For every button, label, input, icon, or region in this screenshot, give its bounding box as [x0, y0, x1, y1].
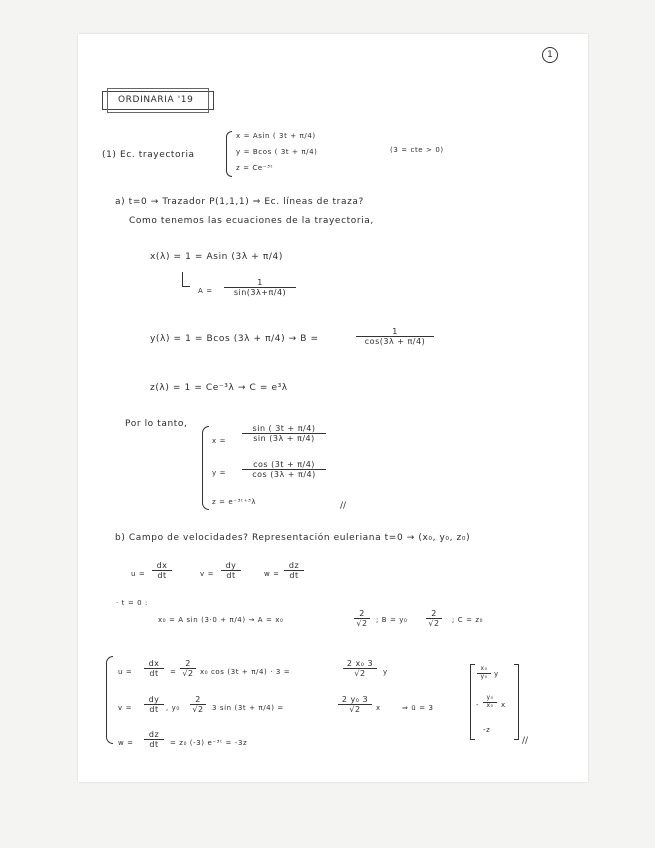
v-row-dy: dy: [148, 695, 160, 704]
u-vector-implies: ⇒ ū = 3: [402, 704, 434, 712]
page-number-badge: 1: [542, 47, 558, 63]
v-row-result: [338, 695, 372, 714]
w-def-den: dt: [289, 571, 299, 581]
constant-condition: (3 = cte > 0): [390, 146, 444, 154]
u-def-fraction: [152, 561, 172, 580]
B-fraction-den: cos(3λ + π/4): [364, 337, 426, 347]
problem-label: (1) Ec. trayectoria: [102, 150, 195, 160]
v-row-dydt: [144, 695, 164, 714]
w-row-dz: dz: [148, 730, 160, 739]
x-lambda-eq: x(λ) = 1 = Asin (3λ + π/4): [150, 252, 283, 262]
v-row-result-den: √2: [349, 705, 361, 715]
A-coef-fraction: [354, 609, 370, 628]
y-result-fraction: [242, 460, 326, 479]
y-result-num: cos (3t + π/4): [253, 460, 315, 469]
v-row-coef-num: 2: [195, 695, 201, 704]
u-row-dx: dx: [148, 659, 160, 668]
u-row-coef-num: 2: [185, 659, 191, 668]
w-row-mid: = z₀ (-3) e⁻³ᵗ = -3z: [170, 739, 248, 747]
u-row-eq: =: [170, 668, 177, 676]
vector-c2-num: y₀: [486, 694, 494, 701]
v-row-result-num: 2 y₀ 3: [341, 695, 369, 704]
v-row-tail: x: [376, 704, 381, 712]
w-row-dt: dt: [149, 740, 159, 750]
u-def-lhs: u =: [131, 570, 146, 578]
u-row-result-den: √2: [354, 669, 366, 679]
A-fraction-num: 1: [257, 278, 263, 287]
vector-c1-den: y₀: [480, 672, 488, 680]
result-brace: [202, 426, 209, 510]
trajectory-eq-z: z = Ce⁻³ᵗ: [236, 164, 274, 172]
part-a-intro2: Como tenemos las ecuaciones de la trayectoria,: [129, 216, 374, 226]
y-result-lhs: y =: [212, 469, 227, 477]
header-title: ORDINARIA '19: [118, 95, 194, 105]
vector-c2-frac: [483, 695, 497, 710]
C-coef-text: ; C = z₀: [452, 616, 484, 624]
B-coef-text: ; B = y₀: [376, 616, 408, 624]
w-def-fraction: [284, 561, 304, 580]
B-fraction: [356, 327, 434, 346]
v-def-den: dt: [226, 571, 236, 581]
x-result-num: sin ( 3t + π/4): [252, 424, 316, 433]
A-lhs: A =: [198, 287, 213, 295]
u-def-num: dx: [156, 561, 168, 570]
y-result-den: cos (3λ + π/4): [252, 470, 316, 480]
t-zero-label: · t = 0 :: [116, 599, 148, 607]
v-row-lhs: v =: [118, 704, 133, 712]
vector-c2-sign: -: [476, 701, 480, 709]
vector-bracket-left: [470, 664, 475, 740]
v-def-fraction: [221, 561, 241, 580]
part-a-end-mark: //: [340, 501, 347, 511]
vector-c2-den: x₀: [486, 701, 494, 709]
A-fraction-den: sin(3λ+π/4): [233, 288, 287, 298]
u-row-result: [343, 659, 377, 678]
x-lambda-hook-v: [182, 272, 183, 286]
x0-line: x₀ = A sin (3·0 + π/4) → A = x₀: [158, 616, 284, 624]
u-row-mid: x₀ cos (3t + π/4) · 3 =: [200, 668, 291, 676]
trajectory-eq-y: y = Bcos ( 3t + π/4): [236, 148, 318, 156]
therefore-label: Por lo tanto,: [125, 419, 188, 429]
v-row-mid: 3 sin (3t + π/4) =: [212, 704, 284, 712]
trajectory-brace: [226, 131, 232, 177]
u-row-lhs: u =: [118, 668, 133, 676]
w-row-lhs: w =: [118, 739, 134, 747]
v-def-num: dy: [225, 561, 237, 570]
x-result-lhs: x =: [212, 437, 227, 445]
w-def-num: dz: [288, 561, 300, 570]
part-b-end-mark: //: [522, 736, 529, 746]
u-row-coef-den: √2: [182, 669, 194, 679]
A-coef-den: √2: [356, 619, 368, 629]
A-fraction: [224, 278, 296, 297]
v-def-lhs: v =: [200, 570, 215, 578]
u-row-dxdt: [144, 659, 164, 678]
velocity-brace: [106, 656, 113, 744]
w-row-dzdt: [144, 730, 164, 749]
u-row-coef: [180, 659, 196, 678]
x-lambda-hook-h: [182, 286, 190, 287]
vector-c1-frac: [477, 666, 491, 681]
y-lambda-eq: y(λ) = 1 = Bcos (3λ + π/4) → B =: [150, 334, 319, 344]
v-row-y0: , y₀: [166, 704, 180, 712]
x-result-den: sin (3λ + π/4): [253, 434, 315, 444]
v-row-dt: dt: [149, 705, 159, 715]
x-result-fraction: [242, 424, 326, 443]
u-row-dt: dt: [149, 669, 159, 679]
v-row-coef-den: √2: [192, 705, 204, 715]
part-b-intro: b) Campo de velocidades? Representación euleriana t=0 → (x₀, y₀, z₀): [115, 533, 471, 543]
B-coef-num: 2: [431, 609, 437, 618]
B-coef-fraction: [426, 609, 442, 628]
vector-c2-var: x: [501, 701, 506, 709]
A-coef-num: 2: [359, 609, 365, 618]
u-row-tail: y: [383, 668, 388, 676]
vector-c1-var: y: [494, 670, 499, 678]
B-coef-den: √2: [428, 619, 440, 629]
part-a-intro: a) t=0 → Trazador P(1,1,1) ⇒ Ec. líneas de traza?: [115, 197, 364, 207]
v-row-coef: [190, 695, 206, 714]
w-def-lhs: w =: [264, 570, 280, 578]
u-def-den: dt: [157, 571, 167, 581]
z-lambda-eq: z(λ) = 1 = Ce⁻³λ → C = e³λ: [150, 383, 288, 393]
trajectory-eq-x: x = Asin ( 3t + π/4): [236, 132, 316, 140]
B-fraction-num: 1: [392, 327, 398, 336]
vector-c1-num: x₀: [480, 665, 488, 672]
notebook-page: [78, 34, 588, 782]
vector-bracket-right: [514, 664, 519, 740]
z-result: z = e⁻³ᵗ⁺³λ: [212, 498, 257, 506]
vector-c3: -z: [483, 726, 491, 734]
u-row-result-num: 2 x₀ 3: [346, 659, 374, 668]
